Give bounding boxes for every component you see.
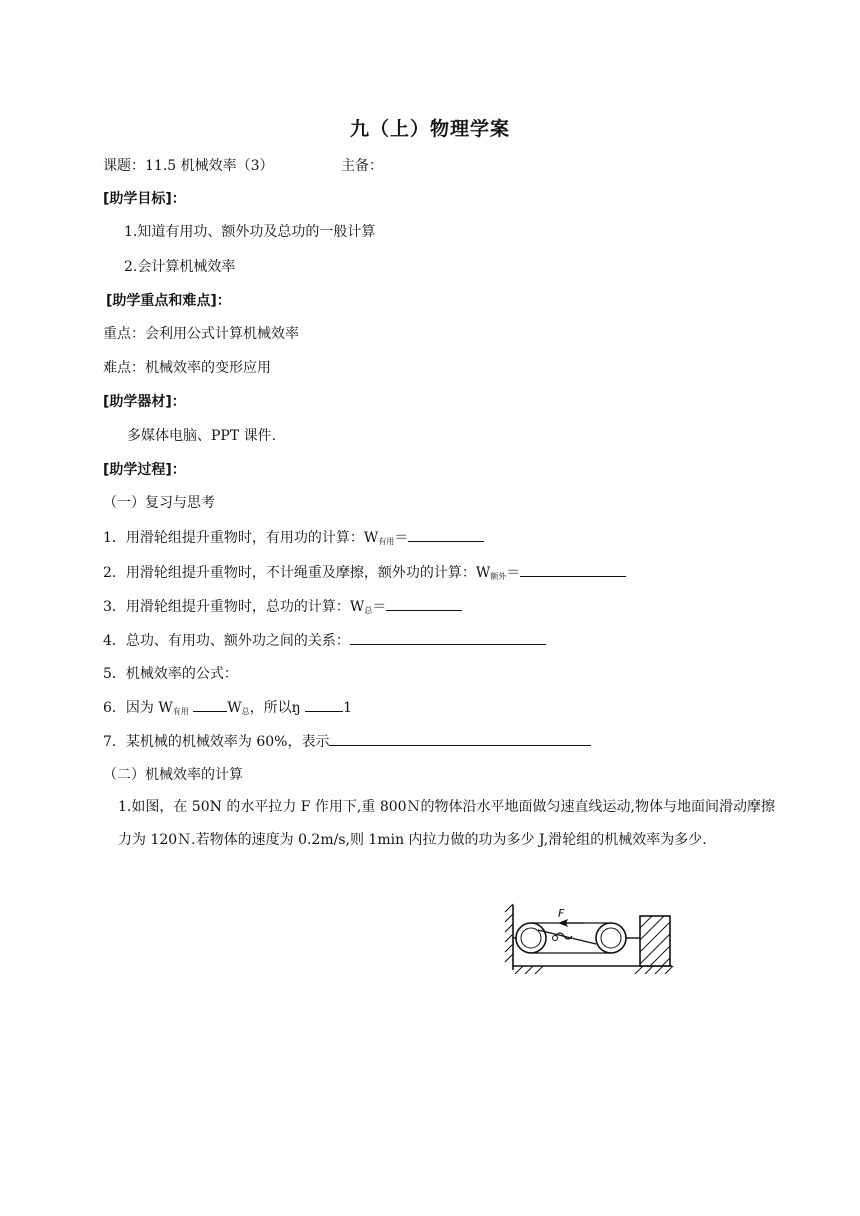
goal-item-1: 1.知道有用功、额外功及总功的一般计算	[124, 224, 376, 240]
section2-heading: （二）机械效率的计算	[103, 767, 243, 783]
question-3: 3．用滑轮组提升重物时，总功的计算：$W_总=$	[103, 597, 462, 620]
process-heading: [助学过程]：	[103, 462, 186, 478]
question-5: 5．机械效率的公式：	[103, 666, 238, 682]
answer-blank[interactable]	[305, 698, 343, 712]
goals-heading: [助学目标]：	[103, 191, 186, 207]
key-point: 重点：会利用公式计算机械效率	[103, 326, 299, 342]
page-title: 九（上）物理学案	[349, 118, 510, 140]
ground-hatch	[515, 966, 673, 974]
question-7: 7．某机械的机械效率为 60%，表示	[103, 732, 591, 751]
answer-blank[interactable]	[329, 732, 591, 746]
equipment-heading: [助学器材]：	[103, 394, 186, 410]
answer-blank[interactable]	[520, 563, 626, 577]
question-1: 1．用滑轮组提升重物时，有用功的计算：$W_{有用}=$	[103, 528, 484, 551]
force-label: F	[558, 907, 565, 920]
question-4: 4．总功、有用功、额外功之间的关系：	[103, 631, 546, 650]
answer-blank[interactable]	[350, 631, 546, 645]
answer-blank[interactable]	[408, 528, 484, 542]
wall-hatch	[505, 904, 513, 962]
keypoints-heading: [助学重点和难点]：	[106, 293, 231, 309]
difficulty-point: 难点：机械效率的变形应用	[103, 360, 271, 376]
goal-item-2: 2.会计算机械效率	[124, 259, 236, 275]
question-6: 6．因为 $W_{有用}$ $W_总$，所以ŋ 1	[103, 700, 352, 716]
problem-text: 1.如图，在 50N 的水平拉力 F 作用下,重 800Ｎ的物体沿水平地面做匀速直线运动,物体与地面间滑动摩擦力为 120Ｎ.若物体的速度为 0.2m/s,则 1min 内拉力做的功为多少 J,滑轮组的机械效率为多少.	[118, 799, 776, 848]
lesson-preparer: 主备：	[341, 158, 383, 174]
section1-heading: （一）复习与思考	[103, 495, 215, 511]
answer-blank[interactable]	[386, 597, 462, 611]
answer-blank[interactable]	[193, 698, 227, 712]
equipment-text: 多媒体电脑、PPT 课件.	[127, 428, 277, 444]
lesson-topic: 课题：11.5 机械效率（3）	[103, 158, 274, 174]
question-2: 2．用滑轮组提升重物时，不计绳重及摩擦，额外功的计算：$W_{额外}=$	[103, 563, 626, 586]
pulley-figure	[500, 900, 675, 975]
